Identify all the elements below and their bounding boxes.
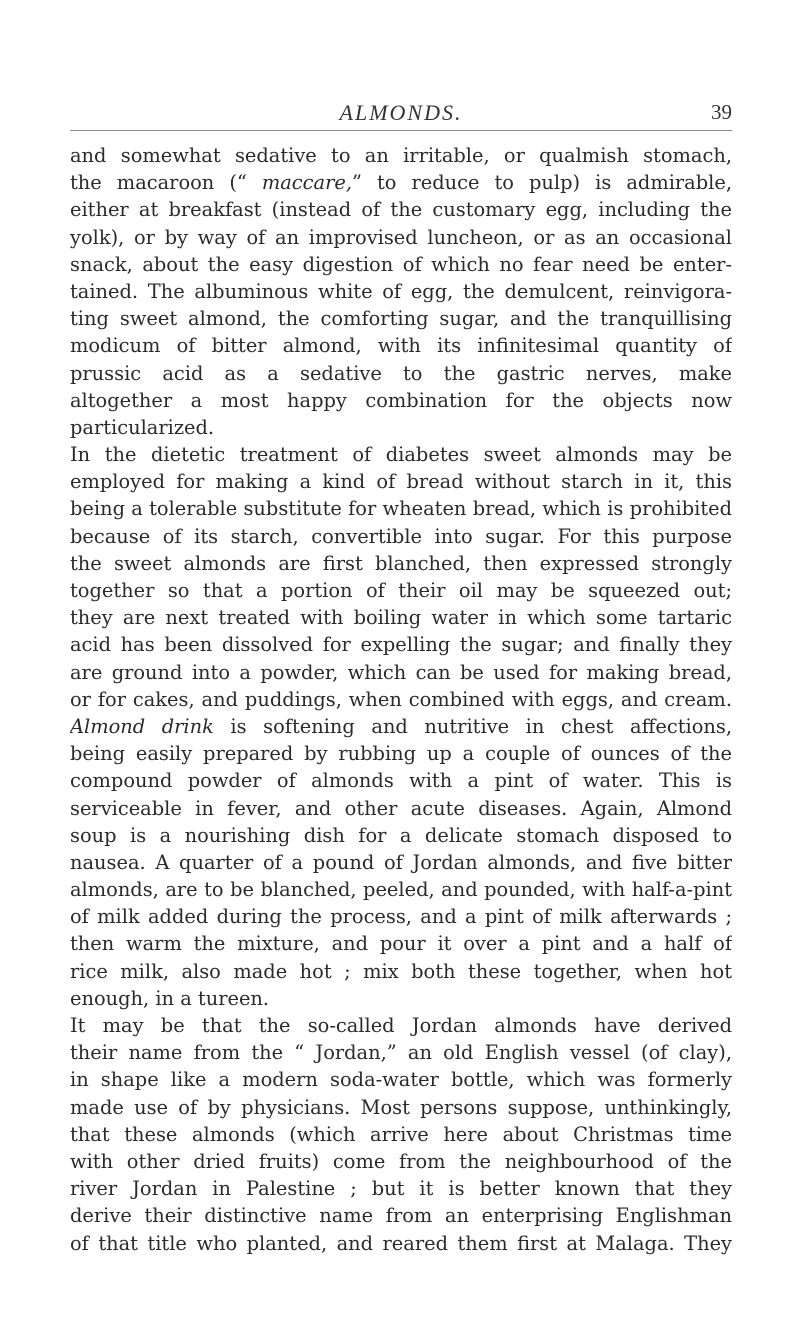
text-segment: acid has been dissolved for expelling the sugar; and finally they <box>70 633 732 657</box>
text-segment: rice milk, also made hot ; mix both these together, when hot <box>70 959 732 983</box>
text-line <box>70 1121 732 1148</box>
text-line <box>70 1230 732 1257</box>
text-line <box>70 903 732 930</box>
text-segment: yolk), or by way of an improvised luncheon, or as an occasional <box>70 225 732 249</box>
text-segment: particularized. <box>70 415 215 439</box>
text-line <box>70 822 732 849</box>
text-line <box>70 1148 732 1175</box>
text-line <box>70 169 732 196</box>
text-line <box>70 767 732 794</box>
text-segment: It may be that the so-called Jordan almonds have derived <box>70 1014 732 1037</box>
text-segment: of milk added during the process, and a pint of milk afterwards ; <box>70 905 732 929</box>
body-text <box>70 142 732 1257</box>
text-line <box>70 278 732 305</box>
text-segment: the macaroon (“ <box>70 171 262 195</box>
text-segment: enough, in a tureen. <box>70 986 270 1010</box>
text-segment: that these almonds (which arrive here about Christmas time <box>70 1122 732 1146</box>
text-line <box>70 713 732 740</box>
text-segment: being a tolerable substitute for wheaten bread, which is prohibited <box>70 497 732 521</box>
text-segment: they are next treated with boiling water in which some tartaric <box>70 606 732 630</box>
text-segment: ting sweet almond, the comforting sugar, and the tranquillising <box>70 307 732 331</box>
text-line <box>70 1094 732 1121</box>
text-segment: and somewhat sedative to an irritable, or qualmish stomach, <box>70 144 732 167</box>
header-rule <box>70 130 732 131</box>
text-line <box>70 305 732 332</box>
text-segment: in shape like a modern soda-water bottle, which was formerly <box>70 1068 732 1092</box>
text-line <box>70 468 732 495</box>
text-line <box>70 1175 732 1202</box>
text-segment: with other dried fruits) come from the neighbourhood of the <box>70 1149 732 1173</box>
text-segment: compound powder of almonds with a pint of water. This is <box>70 769 732 793</box>
text-line <box>70 1012 732 1039</box>
text-segment: modicum of bitter almond, with its infinitesimal quantity of <box>70 334 732 358</box>
text-segment: river Jordan in Palestine ; but it is better known that they <box>70 1177 732 1201</box>
text-segment: of that title who planted, and reared them first at Malaga. They <box>70 1231 732 1255</box>
text-line <box>70 550 732 577</box>
text-line <box>70 849 732 876</box>
text-segment: then warm the mixture, and pour it over a pint and a half of <box>70 932 732 956</box>
text-line <box>70 142 732 169</box>
text-line <box>70 795 732 822</box>
text-segment: their name from the “ Jordan,” an old English vessel (of clay), <box>70 1041 732 1065</box>
text-segment: almonds, are to be blanched, peeled, and pounded, with half-a-pint <box>70 878 732 902</box>
text-segment: being easily prepared by rubbing up a couple of ounces of the <box>70 742 732 766</box>
text-segment: either at breakfast (instead of the customary egg, including the <box>70 198 732 222</box>
text-line <box>70 224 732 251</box>
text-line <box>70 1039 732 1066</box>
text-segment: together so that a portion of their oil may be squeezed out; <box>70 579 732 602</box>
text-segment: nausea. A quarter of a pound of Jordan almonds, and five bitter <box>70 850 732 874</box>
text-line <box>70 740 732 767</box>
text-line <box>70 930 732 957</box>
text-line <box>70 523 732 550</box>
italic-text: maccare, <box>261 171 352 195</box>
text-segment: altogether a most happy combination for the objects now <box>70 388 732 412</box>
italic-text: Almond drink <box>70 714 214 738</box>
text-segment: employed for making a kind of bread without starch in it, this <box>70 470 732 494</box>
text-line <box>70 196 732 223</box>
running-title: ALMONDS. <box>339 100 463 125</box>
text-segment: tained. The albuminous white of egg, the demulcent, reinvigora- <box>70 279 732 303</box>
running-header <box>70 100 732 130</box>
text-line <box>70 441 732 468</box>
text-line <box>70 414 732 441</box>
text-line <box>70 495 732 522</box>
text-segment: derive their distinctive name from an enterprising Englishman <box>70 1204 732 1228</box>
text-segment: the sweet almonds are first blanched, then expressed strongly <box>70 551 732 575</box>
text-segment: or for cakes, and puddings, when combined with eggs, and cream. <box>70 687 732 711</box>
text-segment: are ground into a powder, which can be used for making bread, <box>70 660 732 684</box>
text-segment: serviceable in fever, and other acute diseases. Again, Almond <box>70 796 732 820</box>
text-line <box>70 1066 732 1093</box>
text-line <box>70 958 732 985</box>
text-segment: prussic acid as a sedative to the gastric nerves, make <box>70 361 732 385</box>
text-segment: is softening and nutritive in chest affections, <box>213 714 732 738</box>
text-line <box>70 659 732 686</box>
text-segment: ” to reduce to pulp) is admirable, <box>352 171 732 195</box>
text-segment: snack, about the easy digestion of which no fear need be enter- <box>70 252 732 276</box>
text-line <box>70 332 732 359</box>
text-segment: In the dietetic treatment of diabetes sweet almonds may be <box>70 443 732 467</box>
text-line <box>70 686 732 713</box>
text-line <box>70 251 732 278</box>
text-line <box>70 1202 732 1229</box>
page-number: 39 <box>711 100 732 124</box>
text-line <box>70 387 732 414</box>
text-line <box>70 577 732 604</box>
text-line <box>70 360 732 387</box>
text-line <box>70 985 732 1012</box>
text-line <box>70 631 732 658</box>
text-segment: because of its starch, convertible into sugar. For this purpose <box>70 524 732 548</box>
text-line <box>70 876 732 903</box>
text-line <box>70 604 732 631</box>
text-segment: soup is a nourishing dish for a delicate stomach disposed to <box>70 823 732 847</box>
text-segment: made use of by physicians. Most persons suppose, unthinkingly, <box>70 1095 732 1119</box>
